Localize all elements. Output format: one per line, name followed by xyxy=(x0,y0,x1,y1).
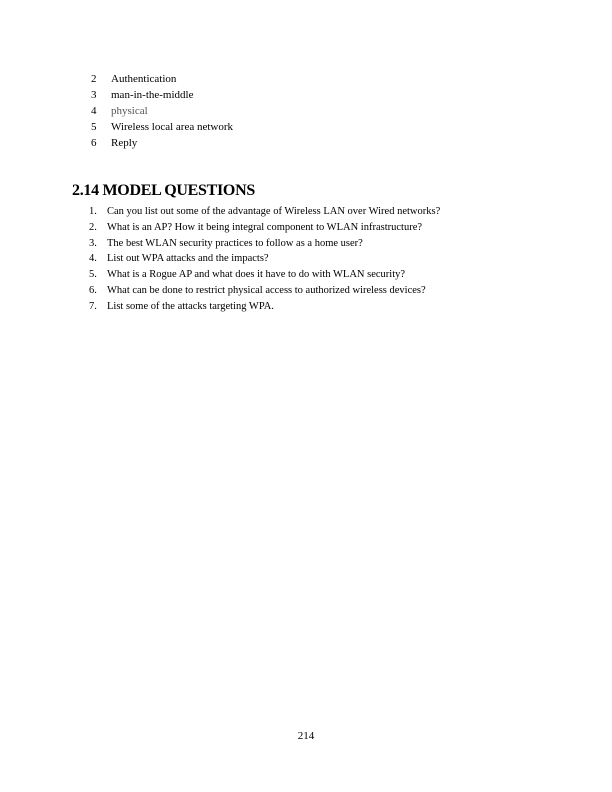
question-item xyxy=(89,220,440,236)
question-text: List out WPA attacks and the impacts? xyxy=(107,253,269,265)
answer-number: 5 xyxy=(91,121,97,133)
answer-item xyxy=(91,135,233,151)
page-number: 214 xyxy=(297,730,315,742)
question-item xyxy=(89,283,440,299)
question-number: 5. xyxy=(89,269,97,281)
question-text: Can you list out some of the advantage of Wireless LAN over Wired networks? xyxy=(107,206,441,217)
question-number: 4. xyxy=(89,253,97,265)
question-text: What is an AP? How it being integral component to WLAN infrastructure? xyxy=(107,221,423,233)
answer-text: Authentication xyxy=(111,73,177,85)
question-item xyxy=(89,236,440,252)
question-item xyxy=(89,204,440,220)
answer-number: 4 xyxy=(91,105,97,117)
model-questions-list xyxy=(89,204,440,315)
answer-text: Reply xyxy=(111,137,138,149)
answer-text: Wireless local area network xyxy=(111,121,234,133)
answer-text: physical xyxy=(111,105,148,117)
answer-list xyxy=(91,71,233,151)
question-number: 3. xyxy=(89,237,97,249)
question-number: 2. xyxy=(89,221,97,233)
question-text: List some of the attacks targeting WPA. xyxy=(107,300,274,312)
question-item xyxy=(89,267,440,283)
answer-number: 3 xyxy=(91,89,97,101)
question-number: 1. xyxy=(89,206,97,217)
question-text: The best WLAN security practices to follow as a home user? xyxy=(107,237,363,249)
answer-item xyxy=(91,71,233,87)
answer-item xyxy=(91,87,233,103)
question-item xyxy=(89,251,440,267)
answer-text: man-in-the-middle xyxy=(111,89,194,101)
answer-number: 2 xyxy=(91,73,97,85)
answer-item xyxy=(91,103,233,119)
question-text: What is a Rogue AP and what does it have to do with WLAN security? xyxy=(107,269,406,281)
answer-item xyxy=(91,119,233,135)
section-heading: 2.14 MODEL QUESTIONS xyxy=(72,182,255,199)
answer-number: 6 xyxy=(91,137,97,149)
question-text: What can be done to restrict physical access to authorized wireless devices? xyxy=(107,284,426,296)
question-number: 6. xyxy=(89,284,97,296)
question-item xyxy=(89,299,440,315)
question-number: 7. xyxy=(89,300,97,312)
